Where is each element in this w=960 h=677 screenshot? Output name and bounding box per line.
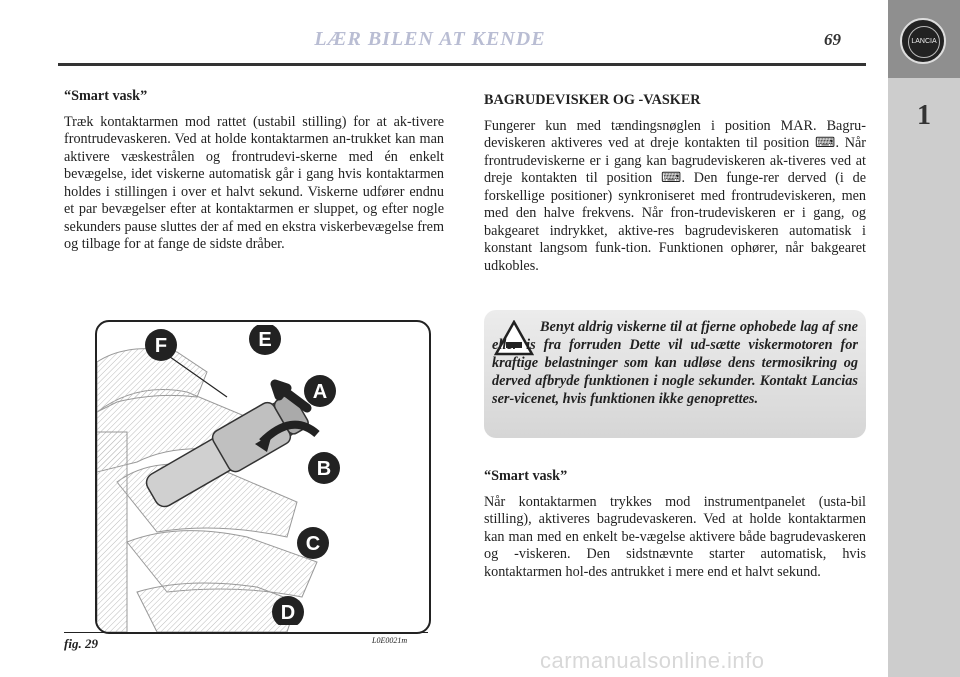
right-column-top	[484, 92, 866, 283]
label-a: A	[312, 381, 328, 403]
figure-caption: fig. 29	[64, 636, 98, 651]
right-heading-2: “Smart vask”	[484, 468, 568, 484]
figure-labels	[140, 325, 440, 625]
label-f-icon	[145, 329, 177, 361]
warning-text: Benyt aldrig viskerne til at fjerne ophobede lag af sne eller is fra forruden Dette vil ud-sætte viskermotoren for kraftige belastninger som kan udløse dens termosikring og derved afbryde funktionen i nogle sekunder. Kontakt Lancias ser-vicenet, hvis funktionen ikke genoprettes.	[492, 319, 858, 407]
label-c: C	[305, 533, 321, 555]
label-e: E	[258, 329, 272, 351]
lancia-logo	[900, 18, 946, 64]
right-body: Fungerer kun med tændingsnøglen i position MAR. Bagru-deviskeren aktiveres ved at dreje kontakten til position ⌨. Når frontrudeviskerne er i gang kan bagrudeviskeren ak-tiveres ved at dreje kontakten til position ⌨. Den funge-rer derved (i de forskellige positioner) synkroniseret med frontrudeviskeren, men med den halve frekvens. Når fron-trudeviskeren er i gang, og bakgearet indrykket, aktive-res bagrudeviskeren automatisk i konstant langsom funk-tion. Funktionen ophører, når bakgearet udkobles.	[484, 117, 866, 274]
left-heading: “Smart vask”	[64, 88, 148, 104]
warning-box	[484, 310, 866, 438]
sidebar-logo-area	[888, 0, 960, 78]
header-rule	[58, 63, 866, 66]
label-d-icon	[272, 596, 304, 625]
label-e-icon	[249, 325, 281, 355]
label-f: F	[154, 335, 168, 357]
label-b: B	[316, 458, 332, 480]
figure-code: L0E0021m	[372, 636, 408, 645]
chapter-sidebar	[888, 0, 960, 677]
label-b-icon	[308, 452, 340, 484]
page-header-title: LÆR BILEN AT KENDE	[314, 28, 546, 50]
label-d: D	[280, 602, 296, 624]
chapter-number: 1	[917, 100, 931, 131]
lancia-logo-text: LANCIA	[908, 26, 940, 58]
right-heading: BAGRUDEVISKER OG -VASKER	[484, 92, 701, 108]
right-column-bottom	[484, 468, 866, 589]
left-column	[64, 88, 444, 262]
page-number: 69	[824, 30, 841, 49]
right-body-2: Når kontaktarmen trykkes mod instrumentpanelet (usta-bil stilling), aktiveres bagrudevaskeren. Ved at holde kontaktarmen kan man med en enkelt be-vægelse aktivere både bagrudevaskeren og -viskeren. Den sidstnævnte starter automatisk, hvis kontaktarmen hol-des antrukket i mere end et halvt sekund.	[484, 493, 866, 580]
label-c-icon	[297, 527, 329, 559]
warning-text-wrap	[492, 318, 858, 408]
figure-caption-rule	[64, 632, 428, 633]
label-a-icon	[304, 375, 336, 407]
watermark: carmanualsonline.info	[540, 648, 765, 673]
left-body: Træk kontaktarmen mod rattet (ustabil stilling) for at ak-tivere frontrudevaskeren. Ved at holde kontaktarmen an-trukket kan man aktivere væskestrålen og frontrudevi-skerne med én enkelt bevægelse, idet viskerne automatisk går i gang hvis kontaktarmen holdes i stillingen i over et halvt sekund. Viskerne udfører endnu et par bevægelser efter at kontaktarmen er sluppet, og efter nogle sekunders pause sluttes der af med en ekstra viskerbevægelse frem og tilbage for at fange de sidste dråber.	[64, 113, 444, 252]
